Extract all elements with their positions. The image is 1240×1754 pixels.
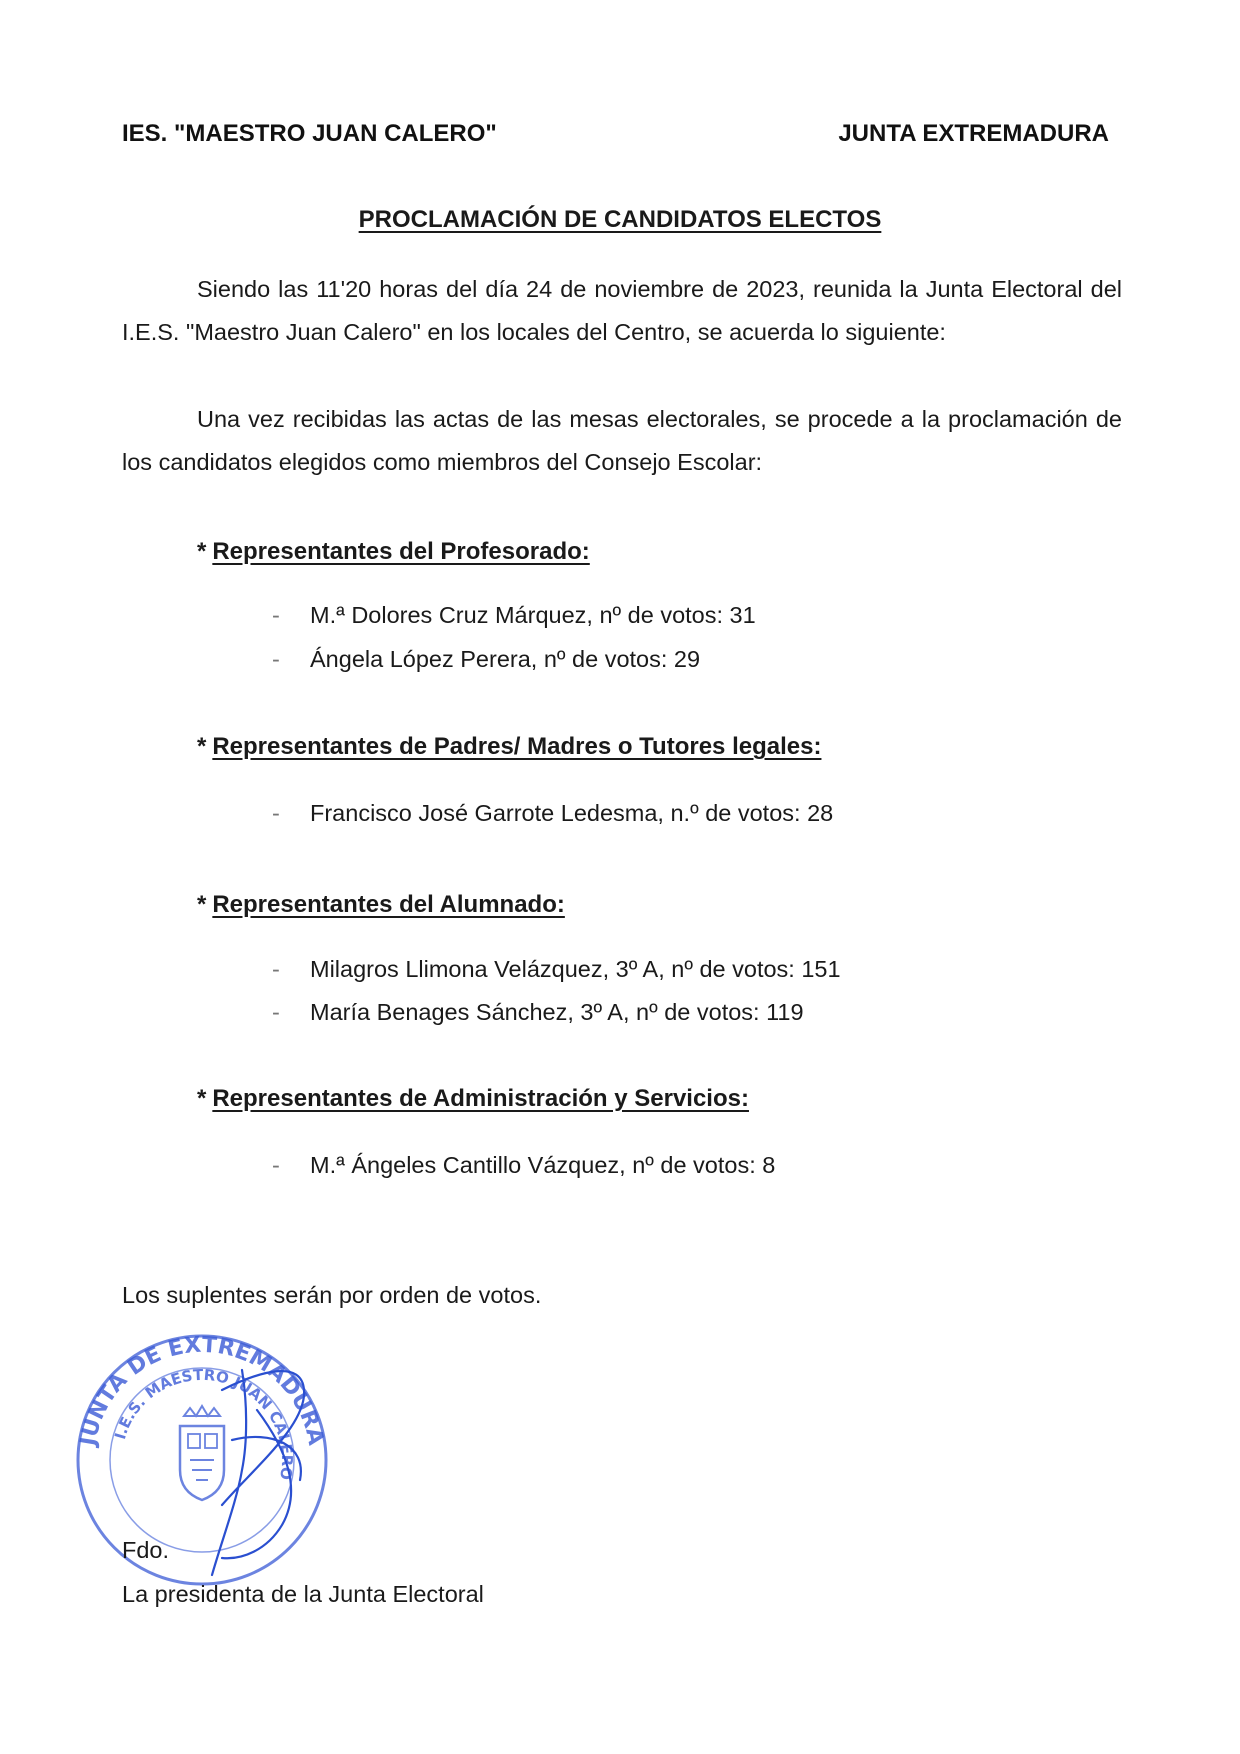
candidate-text: María Benages Sánchez, 3º A, nº de votos: 119 bbox=[310, 999, 804, 1025]
section-label: Representantes de Padres/ Madres o Tutores legales: bbox=[212, 733, 822, 760]
intro-text: Siendo las 11'20 horas del día 24 de noviembre de 2023, reunida la Junta Electoral del I.E.S. "Maestro Juan Calero" en los locales del Centro, se acuerda lo siguiente: bbox=[122, 276, 1122, 345]
stamp-inner-lettering: I.E.S. MAESTRO JUAN CALERO bbox=[111, 1365, 297, 1482]
section-label: Representantes de Administración y Servicios: bbox=[212, 1085, 749, 1112]
signer-title: La presidenta de la Junta Electoral bbox=[122, 1581, 484, 1607]
list-item bbox=[272, 999, 804, 1026]
candidate-text: Milagros Llimona Velázquez, 3º A, nº de votos: 151 bbox=[310, 956, 841, 982]
star-marker: * bbox=[197, 891, 207, 918]
star-marker: * bbox=[197, 538, 207, 565]
dash-bullet: - bbox=[272, 1152, 280, 1178]
coat-of-arms-icon bbox=[180, 1406, 224, 1500]
dash-bullet: - bbox=[272, 956, 280, 982]
section-label: Representantes del Profesorado: bbox=[212, 538, 590, 565]
list-item bbox=[272, 646, 701, 673]
section-alumnado bbox=[197, 891, 565, 919]
section-profesorado bbox=[197, 538, 590, 566]
star-marker: * bbox=[197, 733, 207, 760]
dash-bullet: - bbox=[272, 602, 280, 628]
proclamation-paragraph bbox=[122, 398, 1122, 484]
proclamation-text: Una vez recibidas las actas de las mesas electorales, se procede a la proclamación de los candidatos elegidos como miembros del Consejo Escolar: bbox=[122, 406, 1122, 475]
fdo-label: Fdo. bbox=[122, 1537, 170, 1563]
candidate-text: Francisco José Garrote Ledesma, n.º de votos: 28 bbox=[310, 800, 834, 826]
document-title: PROCLAMACIÓN DE CANDIDATOS ELECTOS bbox=[358, 206, 882, 233]
section-label: Representantes del Alumnado: bbox=[212, 891, 565, 918]
list-item bbox=[272, 602, 756, 629]
dash-bullet: - bbox=[272, 999, 280, 1025]
list-item bbox=[272, 1152, 776, 1179]
suplentes-note: Los suplentes serán por orden de votos. bbox=[122, 1282, 542, 1308]
section-padres bbox=[197, 733, 821, 761]
candidate-text: Ángela López Perera, nº de votos: 29 bbox=[310, 646, 701, 672]
star-marker: * bbox=[197, 1085, 207, 1112]
stamp-outer-lettering: JUNTA DE EXTREMADURA bbox=[76, 1332, 329, 1448]
list-item bbox=[272, 956, 841, 983]
header-school: IES. "MAESTRO JUAN CALERO" bbox=[122, 120, 497, 147]
intro-paragraph bbox=[122, 268, 1122, 354]
section-administracion bbox=[197, 1085, 749, 1113]
list-item bbox=[272, 800, 834, 827]
dash-bullet: - bbox=[272, 646, 280, 672]
candidate-text: M.ª Dolores Cruz Márquez, nº de votos: 31 bbox=[310, 602, 756, 628]
header-region: JUNTA EXTREMADURA bbox=[838, 120, 1109, 147]
candidate-text: M.ª Ángeles Cantillo Vázquez, nº de votos: 8 bbox=[310, 1152, 776, 1178]
official-stamp-icon bbox=[72, 1330, 332, 1590]
dash-bullet: - bbox=[272, 800, 280, 826]
